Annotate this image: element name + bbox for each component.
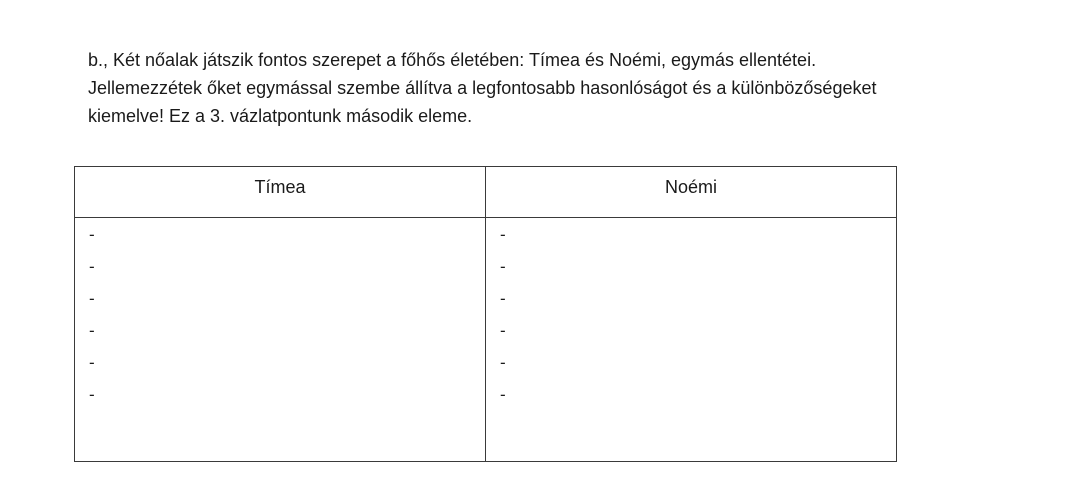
prompt-line: b., Két nőalak játszik fontos szerepet a főhős életében: Tímea és Noémi, egymás ellentétei.	[88, 50, 817, 70]
bullet-item: -	[89, 257, 95, 276]
noemi-bullet-list	[500, 225, 506, 417]
bullet-item: -	[89, 289, 95, 308]
timea-bullet-list	[89, 225, 95, 417]
prompt-line: kiemelve! Ez a 3. vázlatpontunk második eleme.	[88, 106, 473, 126]
bullet-item: -	[500, 353, 506, 372]
bullet-item: -	[89, 385, 95, 404]
bullet-item: -	[500, 385, 506, 404]
column-divider	[485, 167, 486, 461]
bullet-item: -	[500, 321, 506, 340]
bullet-item: -	[500, 257, 506, 276]
header-divider	[75, 217, 896, 218]
column-header-noemi: Noémi	[664, 177, 717, 197]
comparison-table	[74, 166, 897, 462]
bullet-item: -	[89, 225, 95, 244]
prompt-line: Jellemezzétek őket egymással szembe állítva a legfontosabb hasonlóságot és a különbözőségeket	[88, 78, 877, 98]
bullet-item: -	[500, 289, 506, 308]
bullet-item: -	[500, 225, 506, 244]
bullet-item: -	[89, 353, 95, 372]
task-prompt	[88, 46, 1068, 130]
bullet-item: -	[89, 321, 95, 340]
column-header-timea: Tímea	[254, 177, 306, 197]
